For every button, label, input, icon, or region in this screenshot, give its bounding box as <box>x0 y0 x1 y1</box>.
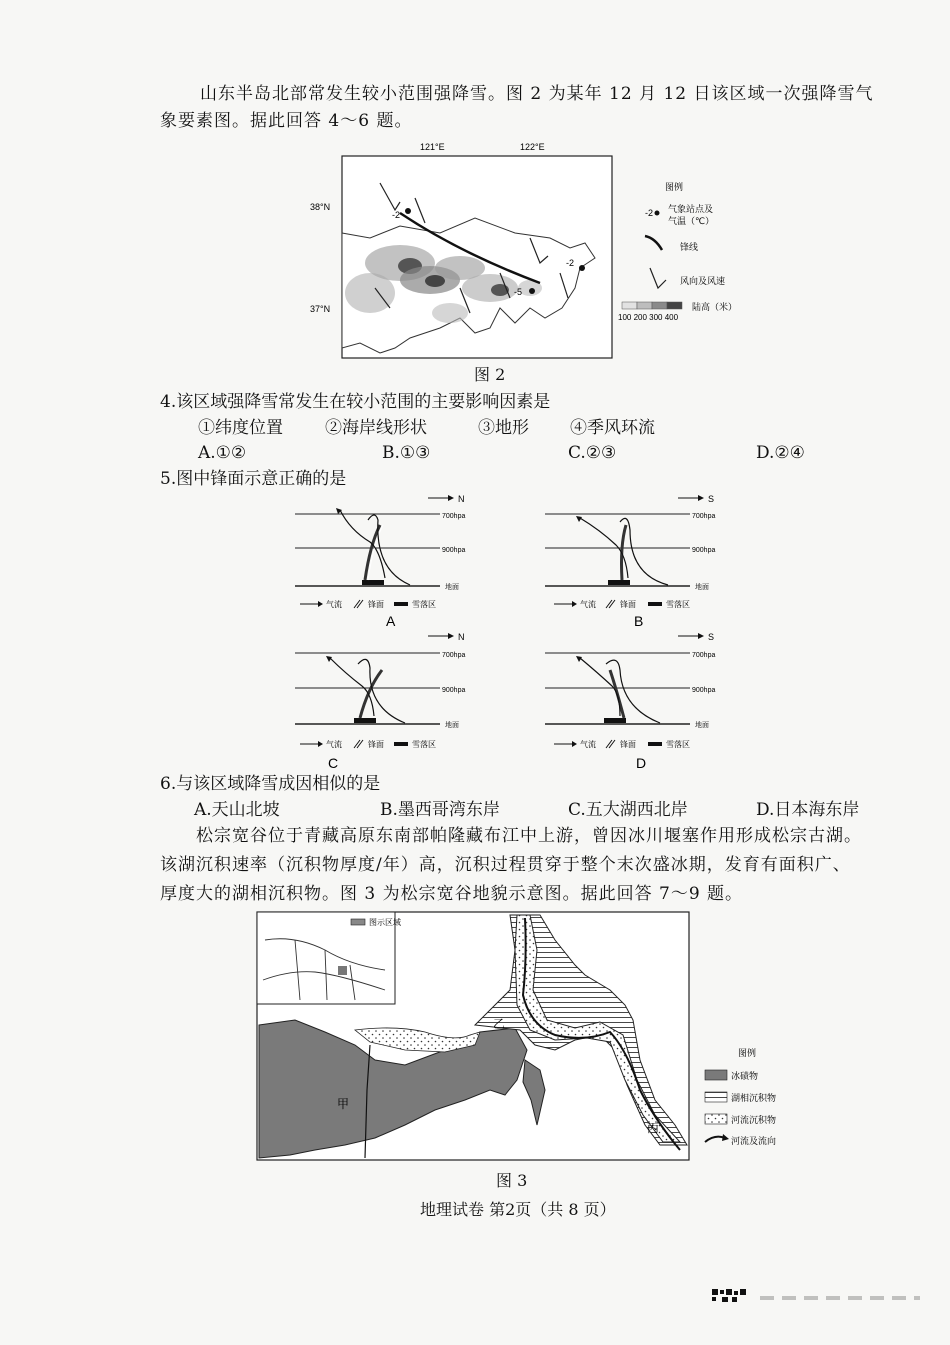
page-footer: 地理试卷 第2页（共 8 页） <box>420 1200 616 1219</box>
dir-label: N <box>458 494 465 504</box>
fig2-legend-title: 图例 <box>665 182 684 192</box>
station-temp-mid: -5 <box>514 287 523 297</box>
legend-snow: 雪落区 <box>412 600 436 609</box>
q6-option-d[interactable]: D.日本海东岸 <box>756 800 860 820</box>
station-temp-left: -2 <box>392 210 401 220</box>
lon-122: 122°E <box>520 142 545 152</box>
fig2-caption: 图 2 <box>474 365 506 384</box>
diagram-label: B <box>634 613 644 629</box>
fig2-legend-elev-label: 陆高（米） <box>692 302 738 312</box>
q4-item-4: ④季风环流 <box>570 418 655 438</box>
fig3-legend-river-sed: 河流沉积物 <box>731 1115 777 1125</box>
svg-text:-2: -2 <box>645 208 654 218</box>
legend-flow: 气流 <box>580 600 596 609</box>
intro1-line2: 象要素图。据此回答 4～6 题。 <box>160 111 413 131</box>
front-diagram-b[interactable] <box>540 490 740 630</box>
faded-footer-mark <box>760 1296 920 1300</box>
legend-front: 锋面 <box>368 740 384 749</box>
fig2-legend-elev-ticks: 100 200 300 400 <box>618 313 679 322</box>
q5-stem: 5.图中锋面示意正确的是 <box>160 469 347 489</box>
q4-stem: 4.该区域强降雪常发生在较小范围的主要影响因素是 <box>160 392 551 412</box>
q6-option-c[interactable]: C.五大湖西北岸 <box>568 800 688 820</box>
station-temp-right: -2 <box>566 258 575 268</box>
q6-option-a[interactable]: A.天山北坡 <box>194 800 280 820</box>
intro1-line1: 山东半岛北部常发生较小范围强降雪。图 2 为某年 12 月 12 日该区域一次强降雪气 <box>200 84 874 104</box>
fig3-legend-title: 图例 <box>738 1048 757 1058</box>
station-dot <box>405 208 411 214</box>
q4-option-b[interactable]: B.①③ <box>382 443 431 463</box>
diagram-label: A <box>386 613 396 629</box>
q4-item-2: ②海岸线形状 <box>325 418 427 438</box>
river-flow-icon <box>705 1137 725 1142</box>
ground-label: 地面 <box>695 722 709 729</box>
dir-label: S <box>708 494 715 504</box>
intro2-line1: 松宗宽谷位于青藏高原东南部帕隆藏布江中上游，曾因冰川堰塞作用形成松宗古湖。 <box>196 826 862 846</box>
legend-front: 锋面 <box>368 600 384 609</box>
legend-flow: 气流 <box>326 600 342 609</box>
front-diagram-a[interactable] <box>290 490 490 630</box>
p900-label: 900hpa <box>692 547 716 554</box>
legend-snow: 雪落区 <box>412 740 436 749</box>
lon-121: 121°E <box>420 142 445 152</box>
q4-option-c[interactable]: C.②③ <box>568 443 617 463</box>
front-diagram-c[interactable] <box>290 628 490 774</box>
fig3-legend-till: 冰碛物 <box>731 1071 759 1081</box>
q4-item-1: ①纬度位置 <box>198 418 283 438</box>
legend-flow: 气流 <box>580 740 596 749</box>
qr-code-icon <box>712 1288 752 1302</box>
label-bing: 丙 <box>647 1121 660 1135</box>
fig3-caption: 图 3 <box>496 1171 528 1190</box>
legend-front: 锋面 <box>620 740 636 749</box>
intro2-line2: 该湖沉积速率（沉积物厚度/年）高，沉积过程贯穿于整个末次盛冰期，发育有面积广、 <box>160 855 851 875</box>
p900-label: 900hpa <box>692 687 716 694</box>
ground-label: 地面 <box>695 584 709 591</box>
dir-label: S <box>708 632 715 642</box>
figure-3-landform-map <box>255 910 800 1165</box>
legend-snow: 雪落区 <box>666 740 690 749</box>
front-diagram-d[interactable] <box>540 628 740 774</box>
fig2-legend-front: 锋线 <box>680 242 699 252</box>
front-line-icon <box>645 236 662 250</box>
q4-option-a[interactable]: A.①② <box>198 443 247 463</box>
legend-front: 锋面 <box>620 600 636 609</box>
lat-37: 37°N <box>310 304 331 314</box>
legend-snow: 雪落区 <box>666 600 690 609</box>
label-jia: 甲 <box>337 1097 350 1111</box>
diagram-label: C <box>328 755 339 771</box>
figure-2-weather-map <box>300 138 770 360</box>
ground-label: 地面 <box>445 722 459 729</box>
fig3-legend-lake: 湖相沉积物 <box>731 1093 777 1103</box>
wind-barb-icon <box>650 268 666 288</box>
legend-flow: 气流 <box>326 740 342 749</box>
intro2-line3: 厚度大的湖相沉积物。图 3 为松宗宽谷地貌示意图。据此回答 7～9 题。 <box>160 884 744 904</box>
diagram-label: D <box>636 755 647 771</box>
q4-item-3: ③地形 <box>478 418 529 438</box>
fig2-legend-station: 气象站点及 <box>668 204 714 214</box>
lat-38: 38°N <box>310 202 331 212</box>
p900-label: 900hpa <box>442 547 466 554</box>
fig2-legend-station2: 气温（℃） <box>668 216 715 226</box>
p900-label: 900hpa <box>442 687 466 694</box>
p700-label: 700hpa <box>692 652 716 659</box>
inset-legend: 图示区域 <box>369 918 401 927</box>
dir-label: N <box>458 632 465 642</box>
p700-label: 700hpa <box>442 513 466 520</box>
ground-label: 地面 <box>445 584 459 591</box>
fig3-legend-river: 河流及流向 <box>731 1136 777 1146</box>
q6-option-b[interactable]: B.墨西哥湾东岸 <box>380 800 500 820</box>
q4-option-d[interactable]: D.②④ <box>756 443 805 463</box>
label-yi: 乙 <box>493 1017 506 1031</box>
p700-label: 700hpa <box>692 513 716 520</box>
fig2-legend-wind: 风向及风速 <box>680 276 726 286</box>
p700-label: 700hpa <box>442 652 466 659</box>
q6-stem: 6.与该区域降雪成因相似的是 <box>160 774 381 794</box>
